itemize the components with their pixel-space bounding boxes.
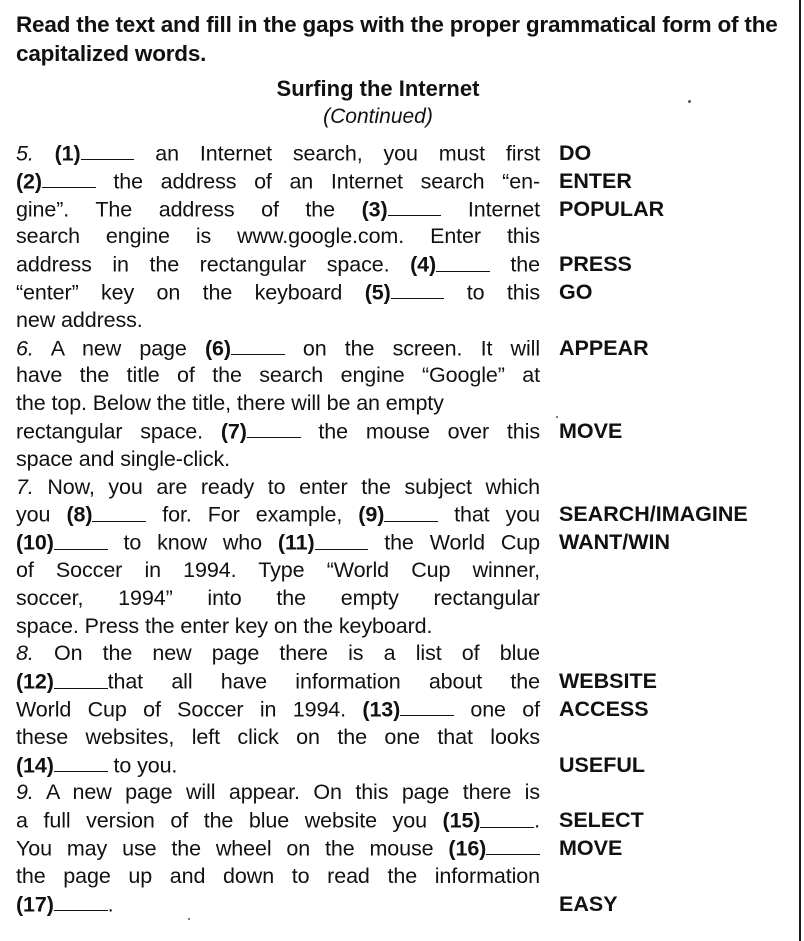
- text-segment: On the new page there is a list of blue: [33, 641, 540, 666]
- text-line: [16, 168, 540, 196]
- text-segment: that all have information about the: [107, 669, 540, 694]
- text-segment: you: [16, 502, 67, 527]
- text-segment: .: [107, 891, 114, 916]
- text-title: Surfing the Internet: [276, 76, 480, 101]
- gap-number: (17): [16, 891, 54, 916]
- text-line: [16, 863, 540, 891]
- text-segment: have the title of the search engine “Google” at: [16, 363, 540, 388]
- text-segment: .: [534, 808, 540, 833]
- page-edge: [799, 0, 801, 941]
- text-line: [16, 307, 540, 335]
- text-line: [16, 557, 540, 585]
- text-line: [16, 696, 540, 724]
- text-segment: A new page: [33, 335, 205, 360]
- gap-number: (4): [410, 252, 437, 277]
- answer-gap[interactable]: [486, 835, 540, 855]
- gap-number: (14): [16, 752, 54, 777]
- text-segment: space and single-click.: [16, 446, 231, 471]
- text-line: [16, 362, 540, 390]
- text-segment: the address of an Internet search “en-: [95, 169, 540, 194]
- gap-number: (8): [66, 502, 93, 527]
- text-segment: You may use the wheel on the mouse: [16, 836, 449, 861]
- text-segment: an Internet search, you must first: [134, 141, 540, 166]
- text-segment: a full version of the blue website you: [16, 808, 443, 833]
- scan-speck: [556, 416, 558, 418]
- gap-number: (7): [220, 419, 247, 444]
- answer-gap[interactable]: [480, 807, 534, 827]
- gap-number: (10): [16, 530, 54, 555]
- text-line: [16, 613, 540, 641]
- text-line: [16, 335, 540, 363]
- text-line: [16, 223, 540, 251]
- text-segment: World Cup of Soccer in 1994.: [16, 697, 363, 722]
- answer-gap[interactable]: [231, 335, 285, 355]
- paragraph-number: 6.: [16, 335, 34, 360]
- gap-number: (11): [277, 530, 315, 555]
- text-segment: “enter” key on the keyboard: [16, 280, 365, 305]
- text-segment: to this: [444, 280, 540, 305]
- capitalized-keyword: WEBSITE: [559, 669, 657, 694]
- text-line: [16, 418, 540, 446]
- text-segment: the page up and down to read the information: [16, 863, 540, 888]
- text-segment: [34, 141, 55, 165]
- capitalized-keyword: APPEAR: [559, 335, 649, 360]
- capitalized-keyword: SEARCH/IMAGINE: [559, 502, 748, 527]
- text-segment: Now, you are ready to enter the subject which: [33, 474, 540, 499]
- capitalized-keyword: USEFUL: [559, 752, 645, 777]
- text-line: [16, 724, 540, 752]
- capitalized-keyword: MOVE: [559, 419, 623, 443]
- text-line: [16, 585, 540, 613]
- answer-gap[interactable]: [54, 891, 108, 911]
- text-segment: for. For example,: [146, 502, 359, 527]
- paragraph-number: 9.: [16, 780, 34, 805]
- gap-number: (13): [362, 697, 401, 722]
- text-segment: space. Press the enter key on the keyboard.: [16, 613, 433, 638]
- capitalized-keyword: PRESS: [559, 252, 632, 277]
- text-line: [16, 251, 540, 279]
- text-line: [16, 196, 540, 224]
- capitalized-keyword: GO: [559, 280, 593, 304]
- text-segment: on the screen. It will: [284, 335, 540, 360]
- text-line: [16, 474, 540, 502]
- answer-gap[interactable]: [391, 279, 445, 299]
- text-segment: the World Cup: [368, 530, 540, 555]
- paragraph-number: 5.: [16, 141, 34, 166]
- text-line: [16, 835, 540, 863]
- text-segment: address in the rectangular space.: [16, 252, 411, 277]
- text-line: [16, 529, 540, 557]
- text-segment: to you.: [107, 752, 178, 777]
- capitalized-keyword: ACCESS: [559, 697, 649, 721]
- exercise-instruction: Read the text and fill in the gaps with the proper grammatical form of the capitalized words.: [16, 12, 778, 66]
- capitalized-keyword: POPULAR: [559, 196, 665, 221]
- text-line: [16, 668, 540, 696]
- answer-gap[interactable]: [400, 696, 454, 716]
- text-line: [16, 779, 540, 807]
- answer-gap[interactable]: [388, 196, 442, 216]
- answer-gap[interactable]: [81, 140, 135, 160]
- answer-gap[interactable]: [92, 501, 146, 521]
- answer-gap[interactable]: [54, 529, 108, 549]
- text-line: [16, 807, 540, 835]
- gap-number: (1): [54, 141, 81, 166]
- text-segment: the: [489, 252, 540, 277]
- gap-number: (6): [204, 335, 231, 360]
- text-segment: that you: [438, 502, 540, 527]
- answer-gap[interactable]: [54, 668, 108, 688]
- text-line: [16, 446, 540, 474]
- text-segment: one of: [453, 697, 540, 722]
- capitalized-keyword: WANT/WIN: [559, 530, 671, 555]
- text-segment: soccer, 1994” into the empty rectangular: [16, 585, 540, 610]
- text-segment: the mouse over this: [300, 419, 540, 444]
- text-segment: gine”. The address of the: [16, 196, 362, 221]
- text-line: [16, 501, 540, 529]
- capitalized-keyword: SELECT: [559, 808, 644, 833]
- text-line: [16, 140, 540, 168]
- capitalized-keyword: MOVE: [559, 836, 623, 860]
- gap-number: (9): [358, 502, 385, 527]
- text-segment: search engine is www.google.com. Enter this: [16, 224, 540, 249]
- answer-gap[interactable]: [247, 418, 301, 438]
- answer-gap[interactable]: [384, 501, 438, 521]
- capitalized-keyword: ENTER: [559, 168, 632, 193]
- gap-number: (2): [16, 169, 42, 194]
- text-segment: A new page will appear. On this page there is: [33, 780, 540, 805]
- text-line: [16, 279, 540, 307]
- capitalized-keyword: EASY: [559, 891, 618, 916]
- paragraph-number: 7.: [16, 474, 34, 499]
- text-line: [16, 390, 540, 418]
- gap-number: (16): [448, 836, 487, 861]
- answer-gap[interactable]: [315, 529, 369, 549]
- text-line: [16, 640, 540, 668]
- capitalized-keyword: DO: [559, 141, 592, 165]
- gap-number: (15): [442, 808, 481, 833]
- text-segment: to know who: [107, 530, 278, 555]
- text-subtitle: (Continued): [323, 105, 433, 128]
- answer-gap[interactable]: [42, 168, 96, 188]
- text-segment: Internet: [441, 196, 541, 221]
- paragraph-number: 8.: [16, 641, 34, 666]
- text-segment: these websites, left click on the one that looks: [16, 724, 540, 749]
- gap-number: (5): [364, 280, 391, 305]
- text-segment: the top. Below the title, there will be an empty: [16, 391, 444, 416]
- answer-gap[interactable]: [436, 251, 490, 271]
- text-line: [16, 752, 540, 780]
- text-segment: new address.: [16, 307, 143, 332]
- answer-gap[interactable]: [54, 752, 108, 772]
- gap-number: (12): [16, 669, 54, 694]
- text-line: [16, 891, 540, 919]
- gap-number: (3): [361, 196, 388, 221]
- text-segment: rectangular space.: [16, 419, 221, 444]
- text-segment: of Soccer in 1994. Type “World Cup winner,: [16, 558, 540, 582]
